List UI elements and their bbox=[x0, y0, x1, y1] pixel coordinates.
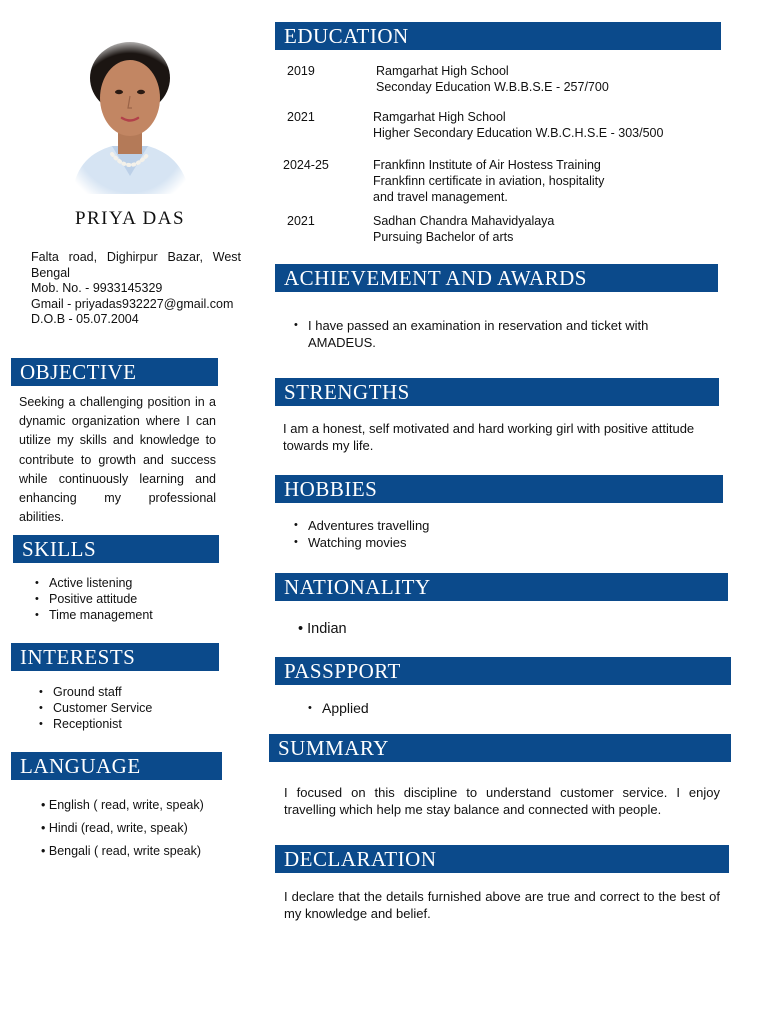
profile-dob: D.O.B - 05.07.2004 bbox=[31, 312, 139, 326]
education-heading: EDUCATION bbox=[275, 22, 721, 50]
declaration-heading: DECLARATION bbox=[275, 845, 729, 873]
list-item: • Watching movies bbox=[294, 534, 429, 551]
education-detail: Ramgarhat High School Higher Secondary Education W.B.C.H.S.E - 303/500 bbox=[373, 110, 664, 140]
strengths-text: I am a honest, self motivated and hard working girl with positive attitude towards my life. bbox=[283, 421, 695, 453]
achievements-heading: ACHIEVEMENT AND AWARDS bbox=[275, 264, 718, 292]
objective-text: Seeking a challenging position in a dynamic organization where I can utilize my skills and knowledge to contribute to growth and success while continuously learning and enhancing my professional abilities. bbox=[19, 395, 216, 525]
nationality-heading: NATIONALITY bbox=[275, 573, 728, 601]
hobbies-heading: HOBBIES bbox=[275, 475, 723, 503]
education-year: 2019 bbox=[287, 64, 315, 78]
strengths-heading: STRENGTHS bbox=[275, 378, 719, 406]
language-heading: LANGUAGE bbox=[11, 752, 222, 780]
education-detail: Ramgarhat High School Seconday Education W.B.B.S.E - 257/700 bbox=[376, 64, 609, 94]
language-list bbox=[41, 794, 204, 863]
list-item: • Applied bbox=[308, 699, 369, 717]
list-item: • Positive attitude bbox=[35, 591, 153, 607]
education-year: 2021 bbox=[287, 110, 315, 124]
declaration-text: I declare that the details furnished above are true and correct to the best of my knowledge and belief. bbox=[284, 889, 720, 921]
passport-list bbox=[308, 699, 369, 717]
nationality-value: • Indian bbox=[298, 621, 347, 637]
skills-heading: SKILLS bbox=[13, 535, 219, 563]
education-detail: Frankfinn Institute of Air Hostess Training Frankfinn certificate in aviation, hospitality and travel management. bbox=[373, 158, 605, 204]
education-year: 2021 bbox=[287, 214, 315, 228]
list-item: • Time management bbox=[35, 607, 153, 623]
profile-mobile: Mob. No. - 9933145329 bbox=[31, 281, 163, 295]
interests-list bbox=[39, 684, 152, 732]
education-year: 2024-25 bbox=[283, 158, 329, 172]
list-item: • English ( read, write, speak) bbox=[41, 798, 204, 812]
summary-text: I focused on this discipline to understand customer service. I enjoy travelling which help me stay balance and connected with people. bbox=[284, 785, 720, 817]
skills-list bbox=[35, 575, 153, 623]
passport-heading: PASSPPORT bbox=[275, 657, 731, 685]
list-item: • Receptionist bbox=[39, 716, 152, 732]
list-item: • Customer Service bbox=[39, 700, 152, 716]
profile-address: Falta road, Dighirpur Bazar, West Bengal bbox=[31, 250, 241, 280]
list-item: • Bengali ( read, write speak) bbox=[41, 844, 202, 858]
list-item: • Adventures travelling bbox=[294, 517, 429, 534]
achievements-list bbox=[294, 317, 664, 351]
summary-heading: SUMMARY bbox=[269, 734, 731, 762]
avatar bbox=[62, 36, 198, 194]
interests-heading: INTERESTS bbox=[11, 643, 219, 671]
hobbies-list bbox=[294, 517, 429, 551]
profile-gmail: Gmail - priyadas932227@gmail.com bbox=[31, 297, 234, 311]
list-item: • Hindi (read, write, speak) bbox=[41, 821, 188, 835]
avatar-photo bbox=[62, 36, 198, 194]
objective-heading: OBJECTIVE bbox=[11, 358, 218, 386]
profile-name: PRIYA DAS bbox=[74, 208, 186, 229]
education-detail: Sadhan Chandra Mahavidyalaya Pursuing Bachelor of arts bbox=[373, 214, 555, 244]
list-item: • Active listening bbox=[35, 575, 153, 591]
list-item: • Ground staff bbox=[39, 684, 152, 700]
list-item: • I have passed an examination in reservation and ticket with AMADEUS. bbox=[294, 317, 664, 351]
